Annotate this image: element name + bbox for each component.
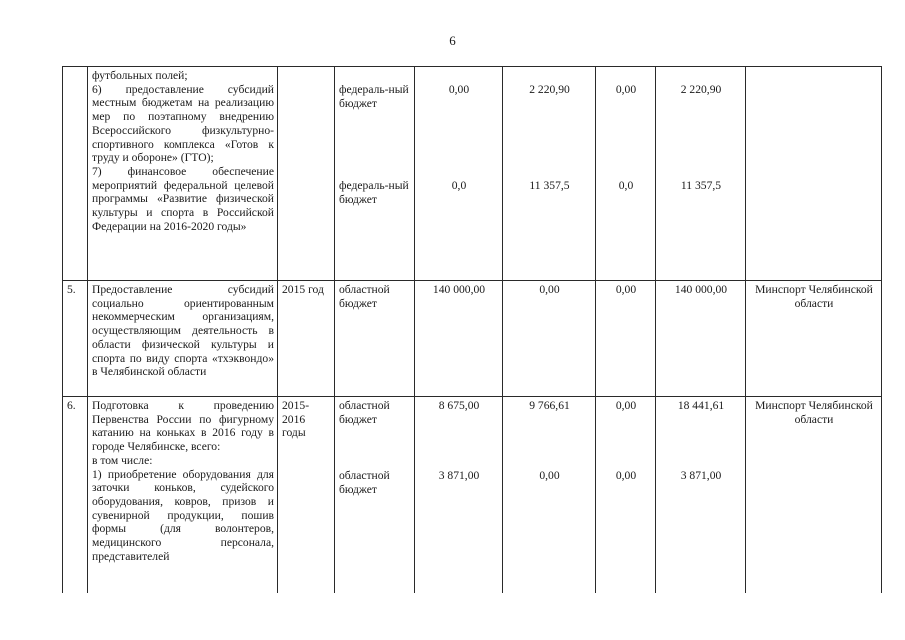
description-block: Предоставление субсидий социально ориентированным некоммерческим организациям, осуществляющим деятельность в области физической культуры и спорта по виду спорта «тхэквондо» в Челябинской области: [92, 283, 274, 379]
implementation-period: 2015-2016 годы: [278, 397, 335, 593]
implementation-period: 2015 год: [278, 281, 335, 397]
amount-2016-cell: [503, 397, 596, 593]
implementation-period: [278, 67, 335, 281]
activity-description: [88, 281, 278, 397]
amount-2016: 0,00: [539, 469, 560, 482]
amount-total-cell: [656, 397, 746, 593]
amount-2015: 3 871,00: [438, 469, 480, 482]
amount-2017: 0,0: [618, 179, 634, 192]
table-row: [63, 397, 882, 593]
executor: Минспорт Челябинской области: [746, 397, 882, 593]
amount-2017: 0,00: [615, 83, 637, 96]
description-block: 7) финансовое обеспечение мероприятий федеральной целевой программы «Развитие физической культуры и спорта в Российской Федерации на 2016-2020 годы»: [92, 164, 274, 233]
amount-2017-cell: [596, 67, 656, 281]
amount-2016: 0,00: [503, 281, 596, 397]
amount-2016: 11 357,5: [529, 179, 570, 192]
amount-2017-cell: [596, 397, 656, 593]
program-activities-table: [62, 66, 882, 593]
funding-source-cell: [335, 67, 415, 281]
amount-total: 11 357,5: [680, 179, 722, 192]
amount-total: 18 441,61: [677, 399, 725, 412]
amount-2017: 0,00: [596, 281, 656, 397]
amount-2015: 8 675,00: [438, 399, 480, 412]
amount-2015-cell: [415, 67, 503, 281]
funding-source: областной бюджет: [339, 469, 390, 496]
amount-2015: 0,0: [451, 179, 467, 192]
description-block: в том числе:: [92, 453, 153, 467]
activity-description: [88, 67, 278, 281]
amount-total-cell: [656, 67, 746, 281]
amount-2015-cell: [415, 397, 503, 593]
amount-2016: 2 220,90: [529, 83, 570, 96]
page-number: 6: [449, 33, 456, 48]
amount-2015: 0,00: [448, 83, 470, 96]
table-row: [63, 281, 882, 397]
amount-total: 140 000,00: [656, 281, 746, 397]
amount-2017: 0,00: [615, 469, 637, 482]
activity-description: [88, 397, 278, 593]
funding-source-cell: [335, 397, 415, 593]
amount-2017: 0,00: [615, 399, 637, 412]
amount-2016-cell: [503, 67, 596, 281]
funding-source: федераль-ный бюджет: [339, 179, 409, 206]
description-block: Подготовка к проведению Первенства России по фигурному катанию на коньках в 2016 году в городе Челябинске, всего:: [92, 399, 274, 454]
amount-2016: 9 766,61: [529, 399, 570, 412]
amount-2015: 140 000,00: [415, 281, 503, 397]
funding-source: областной бюджет: [339, 399, 390, 426]
row-number: 5.: [63, 281, 88, 397]
funding-source: областной бюджет: [335, 281, 415, 397]
executor: Минспорт Челябинской области: [746, 281, 882, 397]
row-number: [63, 67, 88, 281]
description-block: 1) приобретение оборудования для заточки коньков, судейского оборудования, ковров, призов и сувенирной продукции, пошив формы (для волонтеров, медицинского персонала, представителей: [92, 467, 274, 563]
funding-source: федераль-ный бюджет: [339, 83, 409, 110]
table-row: [63, 67, 882, 281]
amount-total: 2 220,90: [680, 83, 722, 96]
amount-total: 3 871,00: [680, 469, 722, 482]
executor: [746, 67, 882, 281]
description-block: 6) предоставление субсидий местным бюджетам на реализацию мер по поэтапному внедрению Всероссийского физкультурно-спортивного комплекса «Готов к труду и обороне» (ГТО);: [92, 82, 274, 165]
row-number: 6.: [63, 397, 88, 593]
description-block: футбольных полей;: [92, 69, 188, 82]
